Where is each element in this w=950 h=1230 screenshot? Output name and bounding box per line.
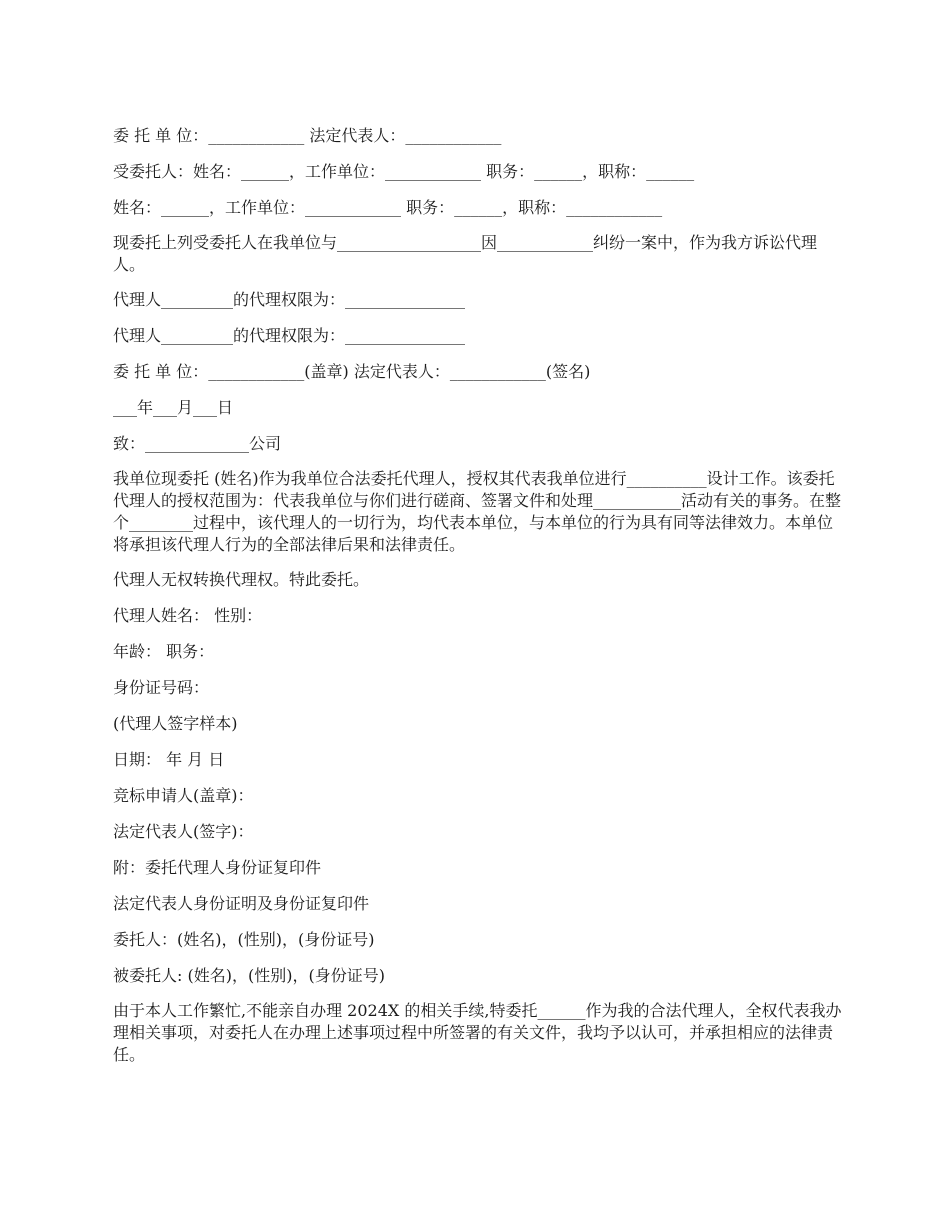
principal-unit-line: 委 托 单 位：____________ 法定代表人：____________	[113, 126, 502, 145]
agent-age-position-line: 年龄： 职务：	[113, 642, 215, 661]
signature-sample-line: (代理人签字样本)	[113, 714, 238, 733]
personal-entrustment-paragraph: 由于本人工作繁忙,不能亲自办理 2024X 的相关手续,特委托______作为我的合法代理人，全权代表我办理相关事项，对委托人在办理上述事项过程中所签署的有关文件，我均予以认可，并承担相应的法律责任。	[113, 1001, 842, 1064]
authorization-paragraph: 我单位现委托 (姓名)作为我单位合法委托代理人，授权其代表我单位进行__________设计工作。该委托代理人的授权范围为：代表我单位与你们进行磋商、签署文件和处理___________活动有关的事务。在整个________过程中，该代理人的一切行为，均代表本单位，与本单位的行为具有同等法律效力。本单位将承担该代理人行为的全部法律后果和法律责任。	[113, 469, 842, 554]
attachment-line-1: 附：委托代理人身份证复印件	[113, 858, 322, 877]
bidder-seal-line: 竞标申请人(盖章)：	[113, 786, 254, 805]
agent-two-line: 姓名：______，工作单位：____________ 职务：______，职称：____________	[113, 198, 663, 217]
legal-rep-sign-line: 法定代表人(签字)：	[113, 822, 254, 841]
date-line: ___年___月___日	[113, 398, 234, 417]
document-body	[113, 124, 843, 1078]
id-number-line: 身份证号码：	[113, 678, 210, 697]
attachment-line-2: 法定代表人身份证明及身份证复印件	[113, 894, 370, 913]
no-transfer-line: 代理人无权转换代理权。特此委托。	[113, 570, 370, 589]
principal-seal-line: 委 托 单 位：____________(盖章) 法定代表人：____________(签名)	[113, 362, 591, 381]
addressee-line: 致：_____________公司	[113, 434, 282, 453]
agent-authority-line-2: 代理人_________的代理权限为：_______________	[113, 326, 466, 345]
litigation-entrustment-paragraph: 现委托上列受委托人在我单位与__________________因____________纠纷一案中，作为我方诉讼代理人。	[113, 233, 818, 274]
principal-info-line: 委托人：(姓名)，(性别)，(身份证号)	[113, 930, 375, 949]
agent-authority-line-1: 代理人_________的代理权限为：_______________	[113, 290, 466, 309]
agent-one-line: 受委托人：姓名：______，工作单位：____________ 职务：______，职称：______	[113, 162, 695, 181]
agent-name-gender-line: 代理人姓名： 性别：	[113, 606, 263, 625]
entrusted-info-line: 被委托人: (姓名)，(性别)，(身份证号)	[113, 966, 385, 985]
sign-date-line: 日期： 年 月 日	[113, 750, 225, 769]
